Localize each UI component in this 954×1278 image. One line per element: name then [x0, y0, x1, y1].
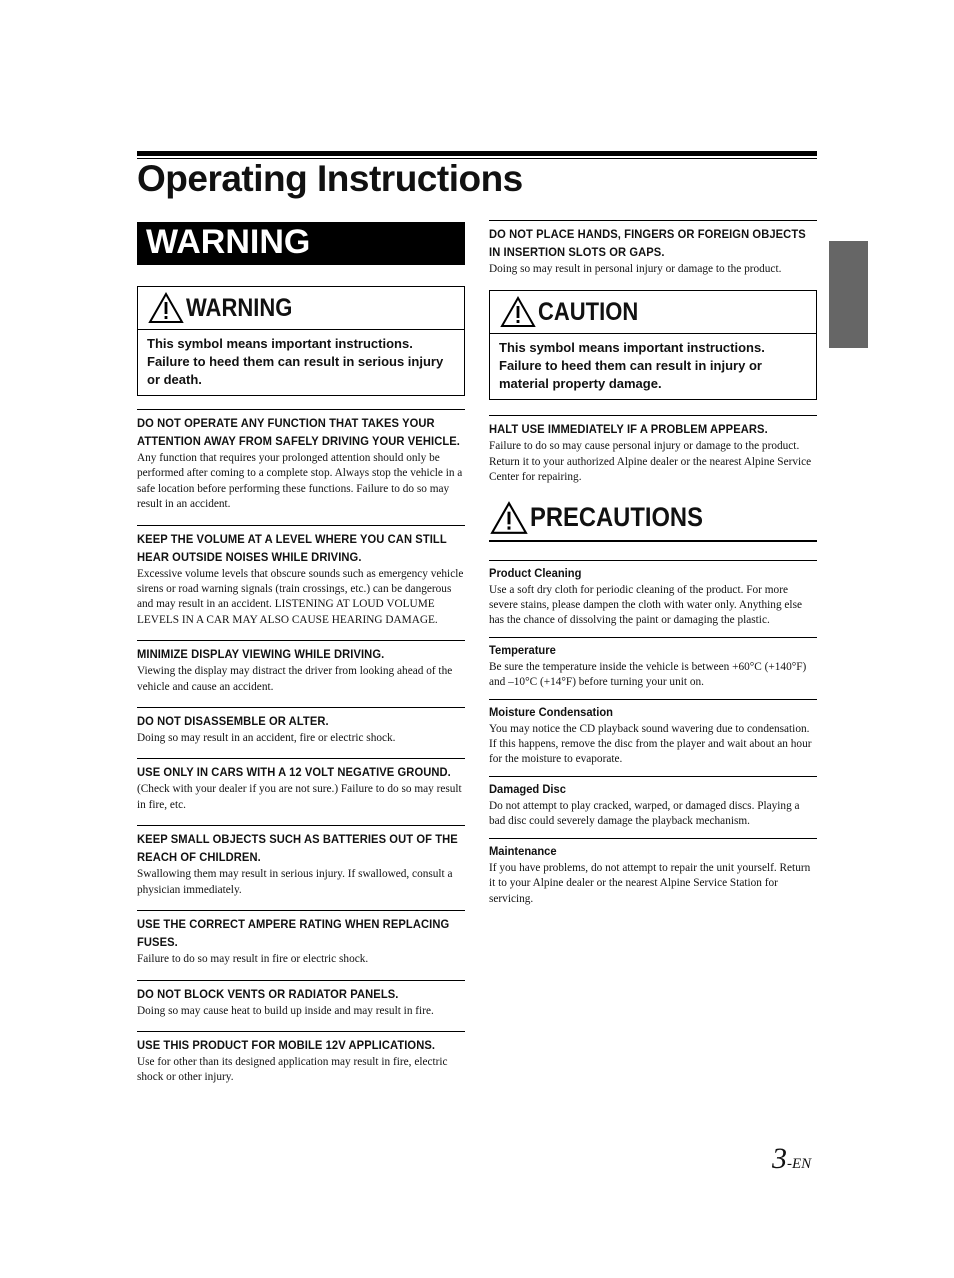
- page-title: Operating Instructions: [137, 158, 523, 199]
- item-body: Viewing the display may distract the driver from looking ahead of the vehicle and cause an accident.: [137, 665, 453, 693]
- caution-symbol-header: [490, 291, 816, 334]
- warning-item: [137, 825, 465, 898]
- title-rule-thick: [137, 151, 817, 156]
- warning-label: WARNING: [186, 293, 293, 322]
- page-number: [772, 1142, 811, 1176]
- warning-symbol-box: [137, 286, 465, 396]
- item-body: Doing so may cause heat to build up inside and may result in fire.: [137, 1004, 434, 1017]
- warning-banner: WARNING: [137, 222, 465, 265]
- precaution-item: [489, 776, 817, 830]
- item-heading: DO NOT OPERATE ANY FUNCTION THAT TAKES YOUR ATTENTION AWAY FROM SAFELY DRIVING YOUR VEHICLE.: [137, 416, 460, 448]
- item-heading: KEEP THE VOLUME AT A LEVEL WHERE YOU CAN STILL HEAR OUTSIDE NOISES WHILE DRIVING.: [137, 531, 447, 564]
- precaution-heading: Maintenance: [489, 843, 557, 858]
- item-body: Failure to do so may result in fire or electric shock.: [137, 953, 369, 966]
- precaution-body: Use a soft dry cloth for periodic cleaning of the product. For more severe stains, please dampen the cloth with water only. Anything else has the chance of dissolving the paint or damaging the plastic.: [489, 583, 802, 627]
- warning-item: [137, 758, 465, 813]
- precaution-item: [489, 838, 817, 907]
- item-heading: MINIMIZE DISPLAY VIEWING WHILE DRIVING.: [137, 647, 385, 662]
- item-body: Doing so may result in an accident, fire or electric shock.: [137, 732, 396, 745]
- precaution-item: [489, 637, 817, 691]
- item-heading: DO NOT PLACE HANDS, FINGERS OR FOREIGN OBJECTS IN INSERTION SLOTS OR GAPS.: [489, 227, 806, 259]
- caution-symbol-box: [489, 290, 817, 400]
- warning-triangle-icon: [490, 501, 528, 535]
- item-heading: DO NOT BLOCK VENTS OR RADIATOR PANELS.: [137, 986, 399, 1001]
- warning-symbol-header: [138, 287, 464, 330]
- section-tab: [829, 241, 868, 348]
- precaution-heading: Product Cleaning: [489, 565, 582, 580]
- item-body: Use for other than its designed application may result in fire, electric shock or other injury.: [137, 1055, 448, 1084]
- warning-item: [489, 220, 817, 277]
- page-number-value: 3: [772, 1142, 787, 1175]
- item-heading: USE ONLY IN CARS WITH A 12 VOLT NEGATIVE GROUND.: [137, 765, 451, 780]
- precaution-body: You may notice the CD playback sound wavering due to condensation. If this happens, remove the disc from the player and wait about an hour for the moisture to evaporate.: [489, 722, 812, 766]
- item-heading: USE THE CORRECT AMPERE RATING WHEN REPLACING FUSES.: [137, 917, 450, 950]
- precaution-heading: Temperature: [489, 642, 556, 657]
- item-heading: HALT USE IMMEDIATELY IF A PROBLEM APPEARS.: [489, 422, 768, 437]
- warning-item: [137, 525, 465, 629]
- precaution-body: Do not attempt to play cracked, warped, or damaged discs. Playing a bad disc could severely damage the playback mechanism.: [489, 799, 800, 828]
- precaution-heading: Moisture Condensation: [489, 704, 614, 719]
- precaution-heading: Damaged Disc: [489, 781, 566, 796]
- right-column: [489, 220, 817, 907]
- warning-triangle-icon: [148, 292, 184, 324]
- item-body: Failure to do so may cause personal injury or damage to the product. Return it to your authorized Alpine dealer or the nearest Alpine Service Center for repairing.: [489, 440, 812, 484]
- left-column: [137, 222, 465, 1086]
- warning-item: [489, 415, 817, 485]
- item-body: Swallowing them may result in serious injury. If swallowed, consult a physician immediately.: [137, 868, 453, 896]
- page-number-suffix: -EN: [787, 1156, 812, 1172]
- warning-item: [137, 707, 465, 746]
- warning-item: [137, 1031, 465, 1086]
- warning-item: [137, 640, 465, 695]
- precautions-label: PRECAUTIONS: [530, 502, 703, 533]
- item-body: (Check with your dealer if you are not sure.) Failure to do so may result in fire, etc.: [137, 783, 462, 811]
- precaution-body: If you have problems, do not attempt to repair the unit yourself. Return it to your Alpine dealer or the nearest Alpine Service Station for servicing.: [489, 861, 811, 905]
- caution-symbol-text: This symbol means important instructions. Failure to heed them can result in injury or material property damage.: [499, 340, 765, 392]
- precaution-item: [489, 560, 817, 629]
- item-body: Any function that requires your prolonged attention should only be performed after coming to a complete stop. Always stop the vehicle in a safe location before performing these functions. Failure to do so may result in an accident.: [137, 452, 463, 511]
- item-heading: KEEP SMALL OBJECTS SUCH AS BATTERIES OUT OF THE REACH OF CHILDREN.: [137, 832, 458, 865]
- item-body: Doing so may result in personal injury or damage to the product.: [489, 263, 782, 275]
- item-body: Excessive volume levels that obscure sounds such as emergency vehicle sirens or road warning signals (train crossings, etc.) can be dangerous and may result in an accident. LISTENING AT LOUD VOLUME LEVELS IN A CAR MAY ALSO CAUSE HEARING DAMAGE.: [137, 567, 464, 626]
- item-heading: DO NOT DISASSEMBLE OR ALTER.: [137, 714, 329, 729]
- precautions-header: [489, 496, 817, 542]
- caution-label: CAUTION: [538, 297, 639, 326]
- warning-triangle-icon: [500, 296, 536, 328]
- item-heading: USE THIS PRODUCT FOR MOBILE 12V APPLICATIONS.: [137, 1037, 436, 1052]
- warning-symbol-text: This symbol means important instructions. Failure to heed them can result in serious injury or death.: [147, 336, 444, 387]
- precaution-item: [489, 699, 817, 768]
- warning-item: [137, 980, 465, 1019]
- warning-item: [137, 409, 465, 513]
- warning-item: [137, 910, 465, 967]
- precaution-body: Be sure the temperature inside the vehicle is between +60°C (+140°F) and –10°C (+14°F) before turning your unit on.: [489, 660, 807, 689]
